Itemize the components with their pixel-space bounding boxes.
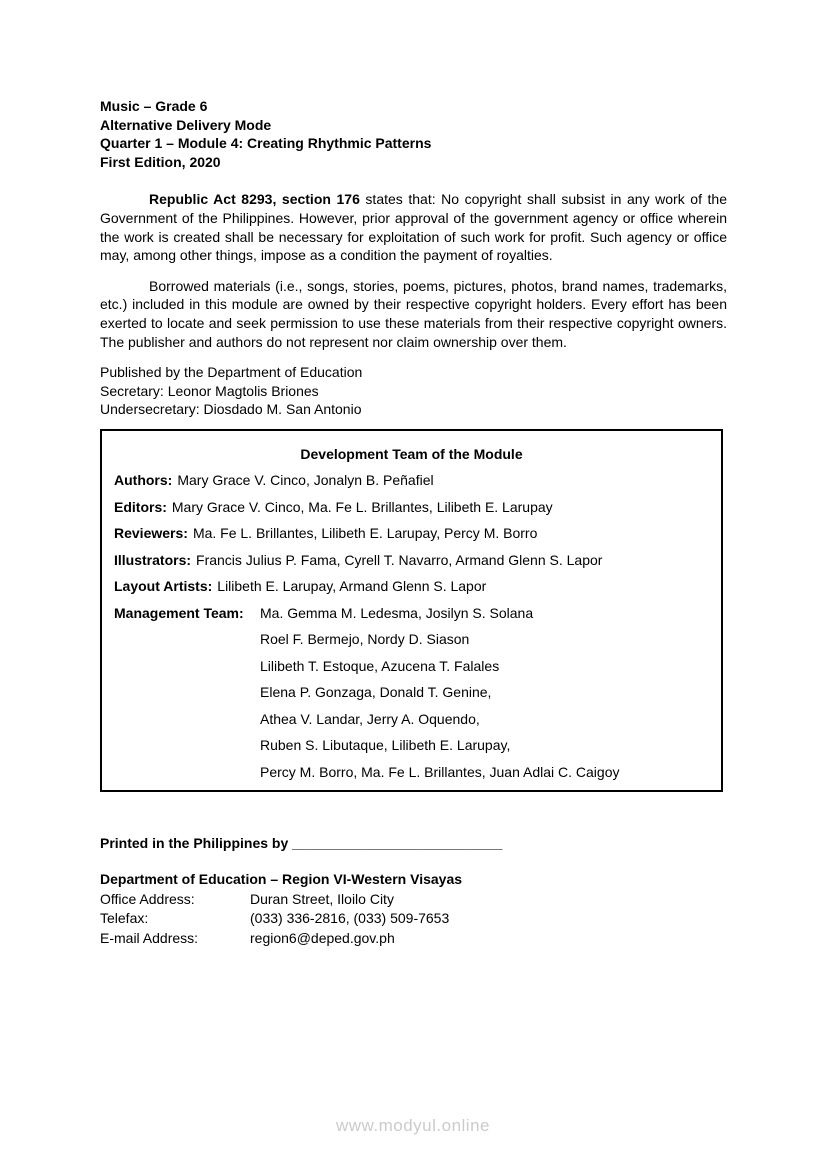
authors-label: Authors:: [114, 472, 173, 489]
copyright-paragraph-1-text: states that: No copyright shall subsist in any work of the Government of the Philippines. However, prior approval of the government agency or office wherein the work is created shall be necessary for exploitation of such work for profit. Such agency or office may, among other things, impose as a condition the payment of royalties.: [100, 191, 727, 264]
editors-value: Mary Grace V. Cinco, Ma. Fe L. Brillantes, Lilibeth E. Larupay: [171, 498, 553, 515]
email-value: region6@deped.gov.ph: [250, 929, 395, 946]
development-team-title: Development Team of the Module: [300, 445, 523, 462]
authors-row: [114, 467, 709, 494]
layout-artists-row: [114, 573, 709, 600]
site-watermark: www.modyul.online: [335, 1116, 490, 1135]
printed-in-philippines-line: [100, 834, 727, 853]
published-by-line: Published by the Department of Education: [100, 364, 363, 381]
module-subject: Music – Grade 6: [100, 98, 208, 114]
management-line: Roel F. Bermejo, Nordy D. Siason: [260, 631, 470, 648]
illustrators-value: Francis Julius P. Fama, Cyrell T. Navarro, Armand Glenn S. Lapor: [196, 551, 603, 568]
editors-label: Editors:: [114, 498, 167, 515]
authors-value: Mary Grace V. Cinco, Jonalyn B. Peñafiel: [177, 472, 434, 489]
layout-artists-label: Layout Artists:: [114, 578, 213, 595]
email-label: E-mail Address:: [100, 929, 199, 946]
illustrators-row: [114, 547, 709, 574]
management-line: Percy M. Borro, Ma. Fe L. Brillantes, Juan Adlai C. Caigoy: [260, 763, 620, 780]
management-team-row: [114, 600, 709, 786]
management-team-label: Management Team:: [114, 604, 244, 621]
module-delivery-mode: Alternative Delivery Mode: [100, 116, 272, 133]
secretary-line: Secretary: Leonor Magtolis Briones: [100, 382, 319, 399]
office-contact-block: [100, 870, 727, 948]
management-team-members: [260, 600, 709, 786]
reviewers-value: Ma. Fe L. Brillantes, Lilibeth E. Larupay, Percy M. Borro: [192, 525, 538, 542]
illustrators-label: Illustrators:: [114, 551, 192, 568]
office-address-value: Duran Street, Iloilo City: [250, 890, 394, 907]
telefax-label: Telefax:: [100, 910, 149, 926]
management-line: Athea V. Landar, Jerry A. Oquendo,: [260, 710, 480, 727]
module-quarter-title: Quarter 1 – Module 4: Creating Rhythmic Patterns: [100, 135, 432, 152]
management-line: Lilibeth T. Estoque, Azucena T. Falales: [260, 657, 500, 674]
email-row: [100, 929, 727, 949]
office-address-row: [100, 890, 727, 910]
office-region-title: Department of Education – Region VI-Western Visayas: [100, 871, 463, 887]
undersecretary-line: Undersecretary: Diosdado M. San Antonio: [100, 401, 362, 418]
republic-act-reference: Republic Act 8293, section 176: [149, 191, 360, 208]
reviewers-row: [114, 520, 709, 547]
telefax-row: [100, 909, 727, 929]
printed-label: Printed in the Philippines by: [100, 835, 293, 852]
management-line: Ruben S. Libutaque, Lilibeth E. Larupay,: [260, 737, 511, 754]
copyright-paragraph-2: Borrowed materials (i.e., songs, stories, poems, pictures, photos, brand names, trademarks, etc.) included in this module are owned by their respective copyright holders. Every effort has been exerted to locate and seek permission to use these materials from their respective copyright owners. The publisher and authors do not represent nor claim ownership over them.: [100, 277, 727, 350]
editors-row: [114, 494, 709, 521]
publisher-block: [100, 363, 727, 419]
office-address-label: Office Address:: [100, 890, 195, 907]
copyright-paragraph-1: [100, 190, 727, 264]
management-line: Ma. Gemma M. Ledesma, Josilyn S. Solana: [260, 604, 534, 621]
printer-blank-line: ___________________________: [292, 835, 503, 852]
module-edition: First Edition, 2020: [100, 153, 221, 170]
management-line: Elena P. Gonzaga, Donald T. Genine,: [260, 684, 492, 701]
development-team-box: [100, 429, 723, 793]
telefax-value: (033) 336-2816, (033) 509-7653: [250, 910, 450, 926]
reviewers-label: Reviewers:: [114, 525, 188, 542]
layout-artists-value: Lilibeth E. Larupay, Armand Glenn S. Lapor: [217, 578, 487, 595]
module-title-block: [100, 97, 727, 171]
